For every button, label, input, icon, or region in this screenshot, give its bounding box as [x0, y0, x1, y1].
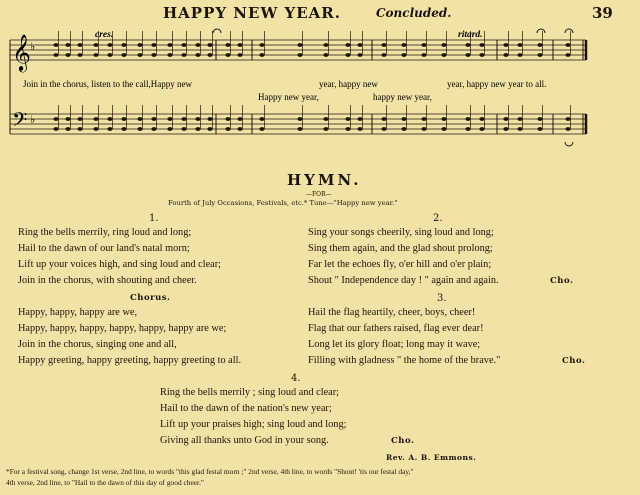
note-head — [537, 117, 542, 121]
page-header — [0, 4, 640, 26]
note-head — [345, 127, 350, 131]
treble-clef-icon: 𝄞 — [12, 33, 31, 71]
note-head — [65, 117, 70, 121]
chorus-ref: Cho. — [391, 436, 415, 446]
note-head — [77, 127, 82, 131]
note-head — [503, 127, 508, 131]
note-head — [151, 43, 156, 47]
note-head — [167, 43, 172, 47]
note-head — [401, 127, 406, 131]
note-head — [297, 53, 302, 57]
note-head — [421, 53, 426, 57]
key-flat-icon: ♭ — [30, 40, 36, 53]
note-head — [151, 117, 156, 121]
note-head — [537, 53, 542, 57]
hymn-title: HYMN. — [287, 171, 362, 189]
verse-line: Sing your songs cheerily, sing loud and long; — [308, 227, 494, 238]
note-head — [151, 53, 156, 57]
note-head — [345, 53, 350, 57]
note-head — [77, 117, 82, 121]
note-head — [323, 43, 328, 47]
note-head — [537, 127, 542, 131]
note-head — [167, 117, 172, 121]
music-score — [0, 24, 640, 164]
concluded-label: Concluded. — [376, 6, 452, 20]
note-head — [479, 127, 484, 131]
bass-staff — [10, 114, 586, 134]
note-head — [121, 117, 126, 121]
note-head — [65, 43, 70, 47]
note-head — [53, 127, 58, 131]
note-head — [137, 53, 142, 57]
lyrics-line-2b: happy new year, — [373, 92, 432, 102]
note-head — [181, 127, 186, 131]
note-head — [479, 53, 484, 57]
note-head — [259, 43, 264, 47]
note-head — [465, 43, 470, 47]
footnote-line-2: 4th verse, 2nd line, to "Hail to the dawn of this day of good cheer." — [6, 478, 204, 487]
note-head — [53, 53, 58, 57]
note-head — [77, 43, 82, 47]
verse-line: Join in the chorus, with shouting and cheer. — [18, 275, 197, 286]
note-head — [537, 43, 542, 47]
note-head — [259, 117, 264, 121]
note-head — [323, 127, 328, 131]
note-head — [237, 127, 242, 131]
note-head — [357, 117, 362, 121]
verse-line: Hail to the dawn of our land's natal morn; — [18, 243, 190, 254]
verse-line: Filling with gladness " the home of the brave." — [308, 355, 501, 366]
lyrics-line-1b: year, happy new — [319, 79, 378, 89]
note-head — [137, 117, 142, 121]
verse-line: Flag that our fathers raised, flag ever dear! — [308, 323, 484, 334]
note-head — [517, 117, 522, 121]
note-head — [121, 127, 126, 131]
note-head — [237, 43, 242, 47]
note-head — [441, 43, 446, 47]
note-head — [565, 53, 570, 57]
lyrics-line-1: Join in the chorus, listen to the call,Happy new — [23, 79, 192, 89]
note-head — [401, 43, 406, 47]
note-head — [259, 53, 264, 57]
note-head — [297, 117, 302, 121]
note-head — [107, 117, 112, 121]
note-head — [381, 117, 386, 121]
bass-notes — [53, 105, 570, 131]
note-head — [441, 127, 446, 131]
note-head — [503, 43, 508, 47]
note-head — [441, 117, 446, 121]
note-head — [345, 117, 350, 121]
note-head — [207, 117, 212, 121]
note-head — [93, 117, 98, 121]
note-head — [225, 43, 230, 47]
footnote-line-1: *For a festival song, change 1st verse, 2nd line, to words "this glad festal morn ;" 2nd verse, 4th line, to words "Shout! 'tis our festal day," — [6, 467, 414, 476]
chorus-line: Join in the chorus, singing one and all, — [18, 339, 177, 350]
dynamic-ritard: ritard. — [458, 30, 483, 40]
verse-line: Shout " Independence day ! " again and again. — [308, 275, 499, 286]
note-head — [225, 53, 230, 57]
note-head — [137, 127, 142, 131]
note-head — [181, 53, 186, 57]
note-head — [181, 117, 186, 121]
note-head — [503, 117, 508, 121]
note-head — [207, 127, 212, 131]
note-head — [53, 117, 58, 121]
note-head — [421, 117, 426, 121]
note-head — [381, 43, 386, 47]
verse-line: Lift up your voices high, and sing loud and clear; — [18, 259, 222, 270]
page-number: 39 — [592, 4, 613, 22]
note-head — [65, 127, 70, 131]
note-head — [323, 53, 328, 57]
note-head — [93, 53, 98, 57]
note-head — [357, 127, 362, 131]
note-head — [167, 53, 172, 57]
note-head — [421, 43, 426, 47]
lyrics-line-1c: year, happy new year to all. — [447, 79, 547, 89]
note-head — [225, 127, 230, 131]
verse-number: 3. — [437, 293, 447, 304]
note-head — [357, 53, 362, 57]
note-head — [207, 53, 212, 57]
verse-line: Long let its glory float; long may it wave; — [308, 339, 481, 350]
note-head — [107, 43, 112, 47]
note-head — [297, 127, 302, 131]
note-head — [151, 127, 156, 131]
note-head — [421, 127, 426, 131]
key-flat-icon: ♭ — [30, 113, 36, 126]
note-head — [465, 117, 470, 121]
note-head — [121, 53, 126, 57]
note-head — [195, 127, 200, 131]
author-credit: Rev. A. B. Emmons. — [386, 453, 477, 462]
verse-number: 4. — [291, 373, 301, 384]
verse-line: Sing them again, and the glad shout prolong; — [308, 243, 493, 254]
note-head — [65, 53, 70, 57]
verse-number: 2. — [433, 213, 443, 224]
note-head — [565, 117, 570, 121]
verse-line: Hail to the dawn of the nation's new year; — [160, 403, 332, 414]
verse-line: Lift up your praises high; sing loud and long; — [160, 419, 347, 430]
note-head — [517, 127, 522, 131]
verse-line: Far let the echoes fly, o'er hill and o'er plain; — [308, 259, 492, 270]
for-label: —FOR— — [306, 191, 332, 198]
note-head — [237, 53, 242, 57]
note-head — [121, 43, 126, 47]
note-head — [195, 117, 200, 121]
note-head — [195, 53, 200, 57]
note-head — [565, 43, 570, 47]
note-head — [381, 127, 386, 131]
verse-number: 1. — [149, 213, 159, 224]
note-head — [93, 127, 98, 131]
note-head — [53, 43, 58, 47]
lyrics-line-2a: Happy new year, — [258, 92, 319, 102]
note-head — [167, 127, 172, 131]
treble-staff — [10, 40, 586, 60]
verse-line: Hail the flag heartily, cheer, boys, cheer! — [308, 307, 476, 318]
note-head — [479, 43, 484, 47]
note-head — [107, 53, 112, 57]
note-head — [207, 43, 212, 47]
chorus-heading: Chorus. — [130, 293, 171, 303]
chorus-ref: Cho. — [550, 276, 574, 286]
song-title: HAPPY NEW YEAR. — [163, 4, 341, 22]
treble-notes — [53, 31, 570, 57]
chorus-line: Happy, happy, happy are we, — [18, 307, 138, 318]
note-head — [401, 117, 406, 121]
note-head — [479, 117, 484, 121]
note-head — [195, 43, 200, 47]
note-head — [357, 43, 362, 47]
note-head — [77, 53, 82, 57]
note-head — [181, 43, 186, 47]
note-head — [465, 127, 470, 131]
note-head — [323, 117, 328, 121]
note-head — [107, 127, 112, 131]
verse-line: Ring the bells merrily ; sing loud and clear; — [160, 387, 340, 398]
note-head — [345, 43, 350, 47]
note-head — [137, 43, 142, 47]
note-head — [465, 53, 470, 57]
verse-line: Giving all thanks unto God in your song. — [160, 435, 329, 446]
note-head — [225, 117, 230, 121]
note-head — [503, 53, 508, 57]
verse-line: Ring the bells merrily, ring loud and long; — [18, 227, 192, 238]
note-head — [565, 127, 570, 131]
hymn-subtitle: Fourth of July Occasions, Festivals, etc.* Tune—"Happy new year." — [168, 199, 398, 207]
chorus-line: Happy, happy, happy, happy, happy, happy are we; — [18, 323, 227, 334]
dynamic-cres: cres. — [95, 30, 114, 40]
note-head — [441, 53, 446, 57]
note-head — [401, 53, 406, 57]
note-head — [297, 43, 302, 47]
chorus-ref: Cho. — [562, 356, 586, 366]
note-head — [93, 43, 98, 47]
note-head — [259, 127, 264, 131]
bass-clef-icon: 𝄢 — [12, 108, 28, 136]
note-head — [381, 53, 386, 57]
chorus-line: Happy greeting, happy greeting, happy greeting to all. — [18, 355, 242, 366]
note-head — [517, 53, 522, 57]
note-head — [517, 43, 522, 47]
note-head — [237, 117, 242, 121]
